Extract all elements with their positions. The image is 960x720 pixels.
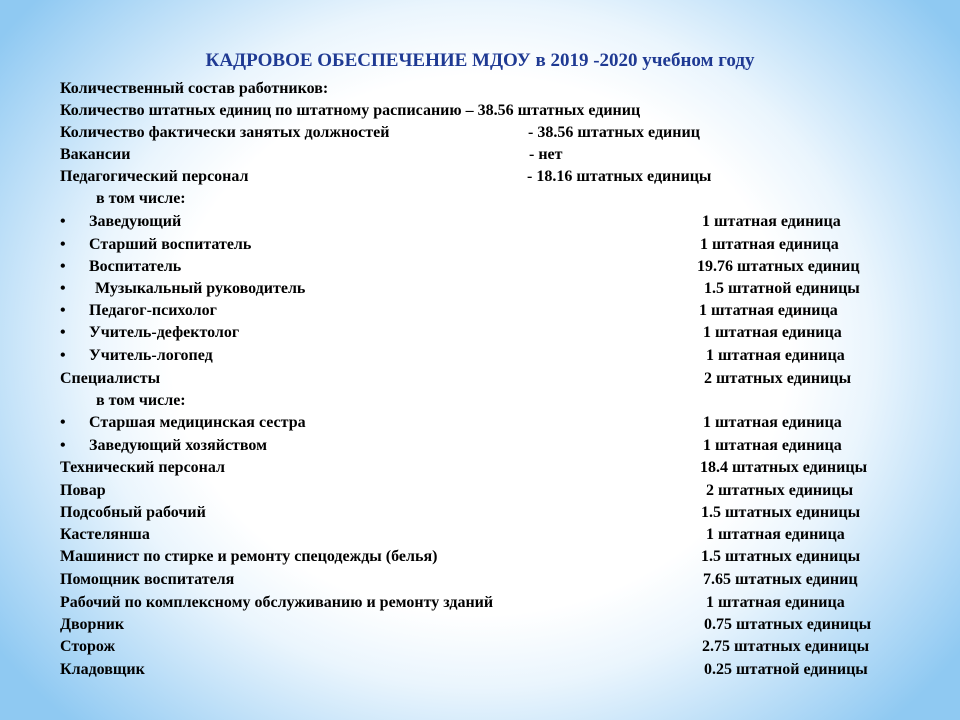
row-label: Количество штатных единиц по штатному расписанию – 38.56 штатных единиц	[60, 102, 641, 119]
row-label: Рабочий по комплексному обслуживанию и ремонту зданий	[60, 594, 494, 611]
list-item	[0, 524, 960, 546]
row-value: 1 штатная единица	[706, 594, 845, 611]
row-label: Педагог-психолог	[89, 302, 217, 319]
row-value: 18.4 штатных единицы	[700, 459, 868, 476]
row-label: Старший воспитатель	[89, 236, 252, 253]
row-value: 1 штатная единица	[706, 526, 845, 543]
list-item	[0, 256, 960, 278]
list-item	[0, 659, 960, 681]
bullet: •	[60, 437, 66, 454]
row-value: 1.5 штатной единицы	[704, 280, 860, 297]
row-value: 19.76 штатных единиц	[697, 258, 860, 275]
list-item	[0, 300, 960, 322]
list-item	[0, 368, 960, 390]
row-value: - нет	[529, 146, 563, 163]
row-label: Педагогический персонал	[60, 168, 249, 185]
row-value: 1 штатная единица	[706, 347, 845, 364]
bullet: •	[60, 280, 66, 297]
list-item	[0, 546, 960, 568]
row-value: 1 штатная единица	[703, 324, 842, 341]
row-value: 2 штатных единицы	[704, 370, 852, 387]
row-label: Заведующий хозяйством	[89, 437, 268, 454]
list-item	[0, 502, 960, 524]
list-item	[0, 78, 960, 100]
row-value: 0.25 штатной единицы	[704, 661, 868, 678]
row-label: Дворник	[60, 616, 125, 633]
bullet: •	[60, 414, 66, 431]
list-item	[0, 166, 960, 188]
row-label: Помощник воспитателя	[60, 571, 235, 588]
list-item	[0, 390, 960, 412]
list-item	[0, 636, 960, 658]
row-label: Сторож	[60, 638, 116, 655]
row-value: - 38.56 штатных единиц	[528, 124, 700, 141]
row-label: Количественный состав работников:	[60, 80, 329, 97]
row-value: 2.75 штатных единицы	[702, 638, 870, 655]
row-label: Повар	[60, 482, 106, 499]
list-item	[0, 234, 960, 256]
list-item	[0, 480, 960, 502]
list-item	[0, 144, 960, 166]
bullet: •	[60, 347, 66, 364]
bullet: •	[60, 324, 66, 341]
row-value: 1.5 штатных единицы	[701, 548, 861, 565]
list-item	[0, 322, 960, 344]
row-label: Специалисты	[60, 370, 161, 387]
list-item	[0, 412, 960, 434]
slide-title: КАДРОВОЕ ОБЕСПЕЧЕНИЕ МДОУ в 2019 -2020 учебном году	[205, 50, 755, 71]
row-label: Технический персонал	[60, 459, 226, 476]
row-label: Кладовщик	[60, 661, 145, 678]
bullet: •	[60, 302, 66, 319]
list-item	[0, 122, 960, 144]
row-label: Подсобный рабочий	[60, 504, 206, 521]
list-item	[0, 345, 960, 367]
list-item	[0, 435, 960, 457]
row-value: 0.75 штатных единицы	[704, 616, 872, 633]
row-value: 1 штатная единица	[699, 302, 838, 319]
list-item	[0, 592, 960, 614]
row-label: Кастелянша	[60, 526, 150, 543]
list-item	[0, 211, 960, 233]
bullet: •	[60, 258, 66, 275]
list-item	[0, 188, 960, 210]
row-label: Музыкальный руководитель	[95, 280, 306, 297]
row-value: 2 штатных единицы	[706, 482, 854, 499]
list-item	[0, 100, 960, 122]
row-label: в том числе:	[96, 190, 186, 207]
row-value: 7.65 штатных единиц	[703, 571, 858, 588]
bullet: •	[60, 213, 66, 230]
list-item	[0, 569, 960, 591]
row-label: Машинист по стирке и ремонту спецодежды (белья)	[60, 548, 438, 565]
row-label: в том числе:	[96, 392, 186, 409]
row-value: 1 штатная единица	[702, 213, 841, 230]
list-item	[0, 614, 960, 636]
row-value: 1 штатная единица	[700, 236, 839, 253]
row-label: Учитель-логопед	[89, 347, 213, 364]
list-item	[0, 457, 960, 479]
row-label: Вакансии	[60, 146, 131, 163]
row-value: - 18.16 штатных единицы	[527, 168, 712, 185]
row-label: Учитель-дефектолог	[89, 324, 240, 341]
row-value: 1.5 штатных единицы	[701, 504, 861, 521]
row-label: Воспитатель	[89, 258, 182, 275]
row-label: Заведующий	[89, 213, 182, 230]
row-label: Количество фактически занятых должностей	[60, 124, 390, 141]
row-value: 1 штатная единица	[703, 437, 842, 454]
list-item	[0, 278, 960, 300]
row-label: Старшая медицинская сестра	[89, 414, 306, 431]
bullet: •	[60, 236, 66, 253]
row-value: 1 штатная единица	[703, 414, 842, 431]
